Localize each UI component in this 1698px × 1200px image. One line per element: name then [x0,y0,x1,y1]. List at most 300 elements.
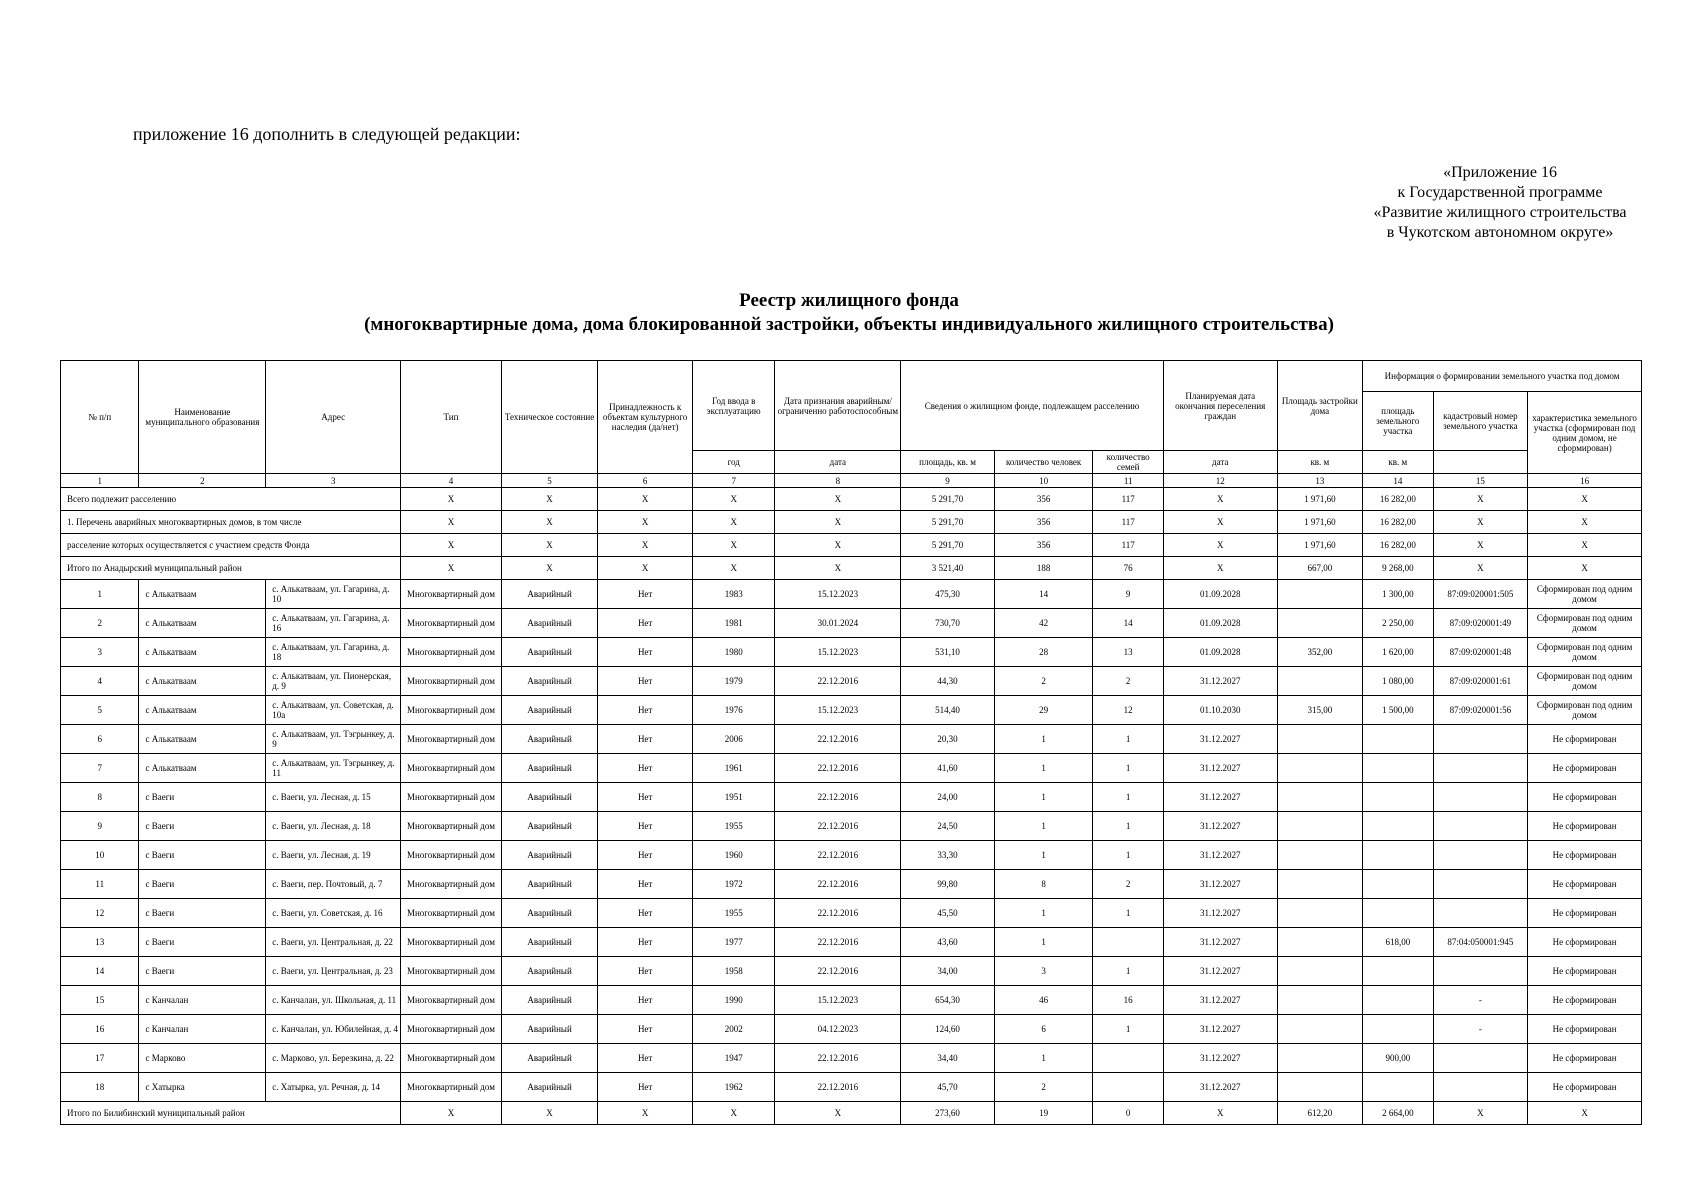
table-cell: 22.12.2016 [775,1044,901,1073]
table-cell: Не сформирован [1528,783,1642,812]
table-cell: X [1433,511,1528,534]
table-cell: Аварийный [501,783,598,812]
table-cell: 9 [1093,580,1163,609]
table-cell [1433,783,1528,812]
table-cell [1277,725,1363,754]
table-cell [1277,841,1363,870]
table-cell: Многоквартирный дом [401,609,502,638]
table-cell: 14 [994,580,1093,609]
table-cell: 42 [994,609,1093,638]
table-row [61,986,1642,1015]
table-cell: Нет [598,841,693,870]
table-cell: 14 [1093,609,1163,638]
table-cell: 87:09:020001:56 [1433,696,1528,725]
table-cell: Многоквартирный дом [401,1044,502,1073]
table-cell: 5 291,70 [901,488,995,511]
table-cell: Многоквартирный дом [401,928,502,957]
table-cell: 15 [61,986,139,1015]
table-cell: 0 [1093,1102,1163,1125]
table-cell: 1977 [692,928,775,957]
table-cell: 273,60 [901,1102,995,1125]
table-cell: 1976 [692,696,775,725]
table-cell: Нет [598,783,693,812]
table-cell: X [1163,511,1277,534]
table-cell: с. Канчалан, ул. Школьная, д. 11 [266,986,401,1015]
table-cell: 16 282,00 [1363,488,1433,511]
table-cell: 1 971,60 [1277,488,1363,511]
table-cell: Многоквартирный дом [401,580,502,609]
table-cell: с Ваеги [139,783,266,812]
table-cell: 1 [1093,1015,1163,1044]
table-cell: Аварийный [501,870,598,899]
table-cell: X [501,534,598,557]
table-cell: 514,40 [901,696,995,725]
table-cell: 01.09.2028 [1163,609,1277,638]
table-cell: X [692,1102,775,1125]
table-cell: X [775,1102,901,1125]
table-cell: Аварийный [501,725,598,754]
table-cell: 1 500,00 [1363,696,1433,725]
table-cell: 1955 [692,899,775,928]
table-cell: 31.12.2027 [1163,725,1277,754]
table-cell: 31.12.2027 [1163,899,1277,928]
table-cell: с. Ваеги, ул. Центральная, д. 22 [266,928,401,957]
table-cell: 8 [994,870,1093,899]
table-cell: с Марково [139,1044,266,1073]
table-cell: 9 [901,474,995,488]
table-cell: Не сформирован [1528,725,1642,754]
table-cell: с Ваеги [139,928,266,957]
table-cell: X [692,511,775,534]
table-cell: Многоквартирный дом [401,667,502,696]
table-cell: Нет [598,1044,693,1073]
table-cell: 18 [61,1073,139,1102]
table-cell [1363,899,1433,928]
table-cell: 612,20 [1277,1102,1363,1125]
table-cell: с. Алькатваам, ул. Гагарина, д. 10 [266,580,401,609]
table-cell [1277,580,1363,609]
table-cell: с. Алькатваам, ул. Гагарина, д. 18 [266,638,401,667]
table-cell: с. Марково, ул. Березкина, д. 22 [266,1044,401,1073]
header-cell: Год ввода в эксплуатацию [692,361,775,451]
table-cell: X [401,557,502,580]
table-cell: Нет [598,1073,693,1102]
table-cell: 2006 [692,725,775,754]
table-cell [1277,783,1363,812]
total-row [61,1102,1642,1125]
table-cell [1277,1015,1363,1044]
table-cell: 531,10 [901,638,995,667]
table-cell [1363,957,1433,986]
table-cell: с. Ваеги, ул. Центральная, д. 23 [266,957,401,986]
table-cell [1277,754,1363,783]
table-cell: 1958 [692,957,775,986]
table-cell: 87:09:020001:49 [1433,609,1528,638]
appendix-line: «Развитие жилищного строительства [1373,204,1627,221]
table-cell: 31.12.2027 [1163,667,1277,696]
table-cell: X [401,511,502,534]
appendix-line: к Государственной программе [1397,184,1603,201]
table-cell [1433,957,1528,986]
table-cell: X [775,534,901,557]
column-number-row [61,474,1642,488]
table-cell: X [1433,557,1528,580]
table-cell: Аварийный [501,754,598,783]
table-cell: 5 [61,696,139,725]
table-cell: 6 [598,474,693,488]
table-cell: X [401,534,502,557]
table-cell: 1 [61,580,139,609]
table-cell: 1 [1093,899,1163,928]
table-cell: 22.12.2016 [775,870,901,899]
table-cell: 31.12.2027 [1163,1044,1277,1073]
table-cell: X [501,557,598,580]
table-cell: 11 [61,870,139,899]
table-cell: с. Ваеги, ул. Лесная, д. 19 [266,841,401,870]
table-cell: X [1163,1102,1277,1125]
table-cell: с Алькатваам [139,580,266,609]
table-cell: 34,40 [901,1044,995,1073]
table-cell: X [501,511,598,534]
table-cell: 1960 [692,841,775,870]
table-row [61,841,1642,870]
table-cell: Не сформирован [1528,812,1642,841]
unit-cell: количество семей [1093,451,1163,474]
table-cell: с Алькатваам [139,667,266,696]
table-cell: 99,80 [901,870,995,899]
table-cell: 1 [1093,754,1163,783]
table-cell: Многоквартирный дом [401,841,502,870]
table-cell: X [775,557,901,580]
table-cell: 1. Перечень аварийных многоквартирных домов, в том числе [61,511,401,534]
table-cell: 1 971,60 [1277,511,1363,534]
table-row [61,696,1642,725]
table-cell: 16 282,00 [1363,534,1433,557]
table-cell [1277,986,1363,1015]
header-row [61,361,1642,392]
unit-cell [1433,451,1528,474]
table-cell: 14 [1363,474,1433,488]
table-cell: 2 [139,474,266,488]
table-row [61,899,1642,928]
intro-text: приложение 16 дополнить в следующей редакции: [133,124,521,144]
table-cell: 1 [1093,783,1163,812]
table-cell: 1981 [692,609,775,638]
table-cell: Нет [598,899,693,928]
table-cell: 315,00 [1277,696,1363,725]
table-cell: X [598,1102,693,1125]
table-cell: X [1528,534,1642,557]
table-cell: с. Канчалан, ул. Юбилейная, д. 4 [266,1015,401,1044]
table-cell: 22.12.2016 [775,1073,901,1102]
table-cell: 2 250,00 [1363,609,1433,638]
header-cell: Информация о формировании земельного участка под домом [1363,361,1642,392]
table-cell: 04.12.2023 [775,1015,901,1044]
table-cell: X [401,488,502,511]
table-cell: Многоквартирный дом [401,638,502,667]
table-row [61,783,1642,812]
table-cell: 3 [266,474,401,488]
table-cell: 22.12.2016 [775,957,901,986]
table-cell: 475,30 [901,580,995,609]
table-cell: 11 [1093,474,1163,488]
table-cell: X [1163,557,1277,580]
header-cell: Адрес [266,361,401,474]
table-cell: 3 521,40 [901,557,995,580]
table-cell: с. Алькатваам, ул. Тэгрынкеу, д. 9 [266,725,401,754]
table-cell [1363,812,1433,841]
table-cell: 1990 [692,986,775,1015]
table-cell: Многоквартирный дом [401,1015,502,1044]
unit-cell: кв. м [1277,451,1363,474]
table-cell: 41,60 [901,754,995,783]
table-cell: 188 [994,557,1093,580]
table-cell: 4 [61,667,139,696]
table-cell: с Ваеги [139,899,266,928]
table-cell: Аварийный [501,667,598,696]
table-cell [1093,1044,1163,1073]
table-cell: 12 [1163,474,1277,488]
table-cell [1363,870,1433,899]
table-cell: 45,70 [901,1073,995,1102]
table-cell: Не сформирован [1528,928,1642,957]
table-cell: 17 [61,1044,139,1073]
table-row [61,1044,1642,1073]
table-cell: с Ваеги [139,812,266,841]
table-cell: X [692,557,775,580]
table-cell: Не сформирован [1528,986,1642,1015]
table-cell: 22.12.2016 [775,812,901,841]
table-cell [1277,609,1363,638]
table-cell: X [692,534,775,557]
table-cell: с. Ваеги, ул. Лесная, д. 18 [266,812,401,841]
table-cell: X [501,1102,598,1125]
table-cell: 01.10.2030 [1163,696,1277,725]
table-cell: Аварийный [501,638,598,667]
table-row [61,725,1642,754]
table-cell: с. Ваеги, пер. Почтовый, д. 7 [266,870,401,899]
table-cell: X [1163,534,1277,557]
table-cell: 1 [1093,725,1163,754]
table-cell: 1972 [692,870,775,899]
table-cell: 31.12.2027 [1163,1073,1277,1102]
table-cell: Многоквартирный дом [401,986,502,1015]
table-cell: расселение которых осуществляется с участием средств Фонда [61,534,401,557]
table-cell: 22.12.2016 [775,841,901,870]
table-cell: Аварийный [501,928,598,957]
table-cell: Не сформирован [1528,1015,1642,1044]
table-cell: с. Алькатваам, ул. Советская, д. 10а [266,696,401,725]
table-cell: 2 [994,1073,1093,1102]
table-cell: 16 282,00 [1363,511,1433,534]
table-cell: Сформирован под одним домом [1528,638,1642,667]
table-cell: 5 291,70 [901,511,995,534]
summary-row [61,511,1642,534]
table-cell: Нет [598,812,693,841]
table-cell: Аварийный [501,957,598,986]
table-cell: 44,30 [901,667,995,696]
table-cell: Не сформирован [1528,870,1642,899]
table-cell: Итого по Билибинский муниципальный район [61,1102,401,1125]
table-cell: с Хатырка [139,1073,266,1102]
table-cell: 31.12.2027 [1163,928,1277,957]
table-cell: Многоквартирный дом [401,812,502,841]
header-cell: Планируемая дата окончания переселения граждан [1163,361,1277,451]
table-cell: 43,60 [901,928,995,957]
table-cell: Нет [598,870,693,899]
table-row [61,812,1642,841]
table-cell: с Алькатваам [139,754,266,783]
table-cell: 31.12.2027 [1163,1015,1277,1044]
table-cell: 1 [994,1044,1093,1073]
table-cell [1277,812,1363,841]
table-cell: 352,00 [1277,638,1363,667]
table-cell [1363,841,1433,870]
table-cell: 5 291,70 [901,534,995,557]
table-cell [1277,957,1363,986]
table-cell: X [775,511,901,534]
table-cell: Аварийный [501,1073,598,1102]
header-cell: Наименование муниципального образования [139,361,266,474]
unit-cell: площадь, кв. м [901,451,995,474]
table-cell: 31.12.2027 [1163,754,1277,783]
table-cell: 15.12.2023 [775,638,901,667]
table-cell: Нет [598,580,693,609]
table-cell: 2 [1093,870,1163,899]
table-cell: Многоквартирный дом [401,783,502,812]
table-cell: 6 [994,1015,1093,1044]
table-cell [1363,783,1433,812]
table-cell: 1 [994,899,1093,928]
table-cell: 3 [994,957,1093,986]
table-cell: 2 [1093,667,1163,696]
header-cell: Тип [401,361,502,474]
table-cell: X [1528,1102,1642,1125]
table-cell [1433,754,1528,783]
table-cell: Многоквартирный дом [401,899,502,928]
table-cell: 730,70 [901,609,995,638]
appendix-reference [1320,163,1680,243]
table-cell: Аварийный [501,841,598,870]
table-row [61,609,1642,638]
table-cell: 24,50 [901,812,995,841]
table-cell: 9 [61,812,139,841]
table-cell: Аварийный [501,1015,598,1044]
table-cell: с. Алькатваам, ул. Тэгрынкеу, д. 11 [266,754,401,783]
table-cell: Аварийный [501,986,598,1015]
table-cell: 31.12.2027 [1163,986,1277,1015]
table-cell [1433,1044,1528,1073]
table-cell: Многоквартирный дом [401,957,502,986]
summary-row [61,534,1642,557]
table-cell: 22.12.2016 [775,754,901,783]
table-cell: 1 [1093,812,1163,841]
table-cell: 2 [994,667,1093,696]
table-cell: Нет [598,696,693,725]
table-cell: X [598,511,693,534]
summary-row [61,488,1642,511]
table-cell: Аварийный [501,812,598,841]
table-cell: Не сформирован [1528,1044,1642,1073]
table-cell: X [1433,488,1528,511]
table-cell [1363,725,1433,754]
table-cell: X [692,488,775,511]
table-cell: 87:09:020001:505 [1433,580,1528,609]
table-cell: Не сформирован [1528,1073,1642,1102]
table-cell: Аварийный [501,696,598,725]
header-cell: характеристика земельного участка (сформирован под одним домом, не сформирован) [1528,392,1642,474]
table-cell: X [1163,488,1277,511]
document-subtitle: (многоквартирные дома, дома блокированной застройки, объекты индивидуального жилищного строительства) [364,314,1334,335]
table-cell: X [1528,488,1642,511]
table-cell: 10 [994,474,1093,488]
table-cell: 356 [994,488,1093,511]
unit-cell: дата [775,451,901,474]
unit-cell: количество человек [994,451,1093,474]
table-cell: с. Ваеги, ул. Советская, д. 16 [266,899,401,928]
table-cell: X [598,534,693,557]
table-cell: X [1433,534,1528,557]
table-cell [1277,928,1363,957]
unit-cell: кв. м [1363,451,1433,474]
table-cell: 4 [401,474,502,488]
table-cell [1277,1073,1363,1102]
table-cell [1093,928,1163,957]
header-cell: № п/п [61,361,139,474]
table-cell [1433,870,1528,899]
table-row [61,580,1642,609]
table-cell: 1 [994,841,1093,870]
table-cell: Нет [598,725,693,754]
table-cell: 667,00 [1277,557,1363,580]
table-cell: Сформирован под одним домом [1528,667,1642,696]
table-cell: 45,50 [901,899,995,928]
table-cell: с Ваеги [139,870,266,899]
table-cell: 1 [61,474,139,488]
table-cell: Аварийный [501,1044,598,1073]
table-cell: Сформирован под одним домом [1528,580,1642,609]
table-cell: Многоквартирный дом [401,754,502,783]
table-cell: 87:09:020001:48 [1433,638,1528,667]
table-cell: 356 [994,511,1093,534]
table-cell: 31.12.2027 [1163,783,1277,812]
table-row [61,754,1642,783]
table-cell: 13 [1093,638,1163,667]
table-cell: 356 [994,534,1093,557]
table-cell: 28 [994,638,1093,667]
header-cell: Техническое состояние [501,361,598,474]
table-cell: 13 [61,928,139,957]
table-cell: с Канчалан [139,986,266,1015]
table-cell: 29 [994,696,1093,725]
table-cell: Сформирован под одним домом [1528,696,1642,725]
table-cell: 1 [1093,841,1163,870]
table-cell: 9 268,00 [1363,557,1433,580]
table-cell: Не сформирован [1528,754,1642,783]
table-cell: 1 080,00 [1363,667,1433,696]
table-cell: 16 [61,1015,139,1044]
table-cell: 2 [61,609,139,638]
table-cell: 2002 [692,1015,775,1044]
table-cell: Не сформирован [1528,899,1642,928]
table-row [61,638,1642,667]
table-cell: Многоквартирный дом [401,696,502,725]
table-cell [1363,754,1433,783]
table-cell: X [775,488,901,511]
table-row [61,667,1642,696]
table-cell: с. Алькатваам, ул. Гагарина, д. 16 [266,609,401,638]
table-cell: Нет [598,1015,693,1044]
